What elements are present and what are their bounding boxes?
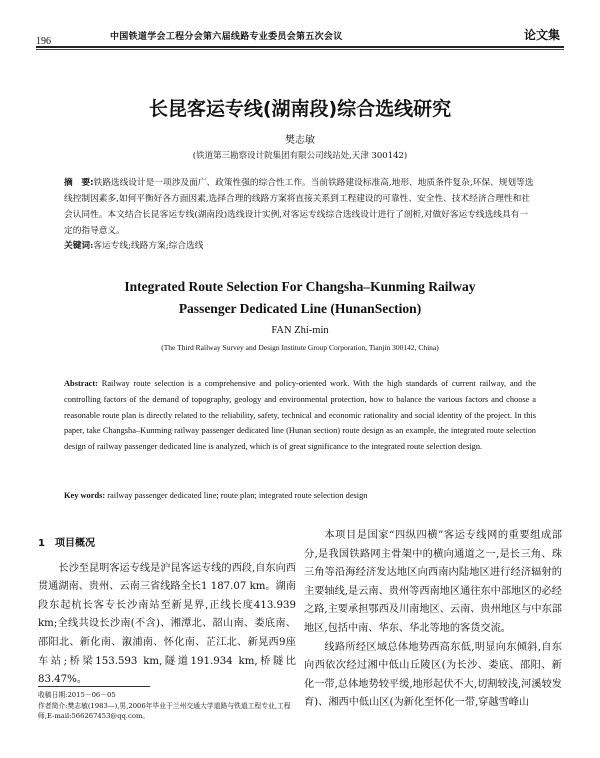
title-chinese: 长昆客运专线(湖南段)综合选线研究 <box>148 98 452 120</box>
footnote <box>38 690 296 722</box>
keywords-chinese-label: 关键词: <box>64 241 94 251</box>
title-english-line1: Integrated Route Selection For Changsha–Kunming Railway <box>124 279 476 294</box>
conference-name: 中国铁道学会工程分会第六届线路专业委员会第五次会议 <box>110 32 343 42</box>
page-header <box>0 0 600 50</box>
affiliation-english: (The Third Railway Survey and Design Institute Group Corporation, Tianjin 300142, China) <box>161 343 439 352</box>
page-number: 196 <box>36 36 51 47</box>
body-paragraph: 本项目是国家“四纵四横”客运专线网的重要组成部分,是我国铁路网主骨架中的横向通道之一,是长三角、珠三角等沿海经济发达地区向西南内陆地区进行经济辐射的主要轴线,是云南、贵州等西南地区通往东中部地区的必经之路,主要承担鄂西及川南地区、云南、贵州地区与中东部地区,包括中南、华东、华北等地的客货交流。 <box>304 530 562 634</box>
footnote-rule <box>38 686 150 687</box>
author-chinese: 樊志敏 <box>285 135 315 146</box>
header-rule <box>36 46 564 48</box>
abstract-chinese-text: 铁路选线设计是一项涉及面广、政策性强的综合性工作。当前铁路建设标准高,地形、地质条件复杂,环保、规划等选线控制因素多,如何平衡好各方面因素,选择合理的线路方案将直接关系到工程建设的可靠性、安全性、技术经济合理性和社会认同性。本文结合长昆客运专线(湖南段)选线设计实例,对客运专线综合选线设计进行了剖析,对做好客运专线选线具有一定的指导意义。 <box>64 178 534 236</box>
keywords-english <box>64 491 536 500</box>
body-column-right <box>304 527 562 713</box>
author-english: FAN Zhi-min <box>271 325 329 336</box>
abstract-english <box>64 376 536 455</box>
title-english-line2: Passenger Dedicated Line (HunanSection) <box>178 301 422 316</box>
keywords-chinese-text: 客运专线;线路方案;综合选线 <box>93 241 204 251</box>
body-paragraph: 长沙至昆明客运专线是沪昆客运专线的西段,自东向西贯通湖南、贵州、云南三省线路全长1 187.07 km。湖南段东起杭长客专长沙南站至新晃界,正线长度413.939 km;全线共设长沙南(不含)、湘潭北、韶山南、娄底南、邵阳北、新化南、溆浦南、怀化南、芷江北、新晃西9座车站;桥梁153.593 km,隧道191.934 km,桥隧比83.47%。 <box>38 562 296 686</box>
affiliation-chinese: (铁道第三勘察设计院集团有限公司线站处,天津 300142) <box>192 151 408 161</box>
footnote-bio: 作者简介:樊志敏(1983—),男,2006年毕业于兰州交通大学道路与铁道工程专业,工程师,E-mail:566267453@qq.com。 <box>38 701 291 720</box>
keywords-chinese <box>64 239 536 251</box>
body-column-left <box>38 535 296 690</box>
title-english <box>0 276 600 320</box>
abstract-english-label: Abstract: <box>64 379 98 388</box>
abstract-chinese <box>64 175 536 239</box>
header-rule-thin <box>36 49 564 50</box>
body-paragraph: 线路所经区域总体地势西高东低,明显向东倾斜,自东向西依次经过湘中低山丘陵区(为长沙、娄底、邵阳、新化一带,总体地势较平缓,地形起伏不大,切割较浅,河溪较发育)、湘西中低山区(为新化至怀化一带,穿越雪峰山 <box>304 641 562 709</box>
abstract-english-text: Railway route selection is a comprehensive and policy-oriented work. With the high standards of current railway, and the controlling factors of the demand of topography, geology and environmental protection, how to balance the various factors and choose a reasonable route plan is directly related to the reliability, safety, technical and economic rationality and social identity of the project. In this paper, take Changsha–Kunming railway passenger dedicated line (Hunan section) route design as an example, the integrated route selection design of railway passenger dedicated line is analyzed, which is of great significance to the integrated route selection design. <box>64 379 536 452</box>
section-label: 论文集 <box>523 28 560 42</box>
keywords-english-text: railway passenger dedicated line; route plan; integrated route selection design <box>107 491 368 500</box>
footnote-received: 收稿日期:2015－06－05 <box>38 691 116 699</box>
abstract-chinese-label: 摘 要: <box>64 178 94 188</box>
section-heading: 1 项目概况 <box>38 538 95 549</box>
keywords-english-label: Key words: <box>64 491 106 500</box>
